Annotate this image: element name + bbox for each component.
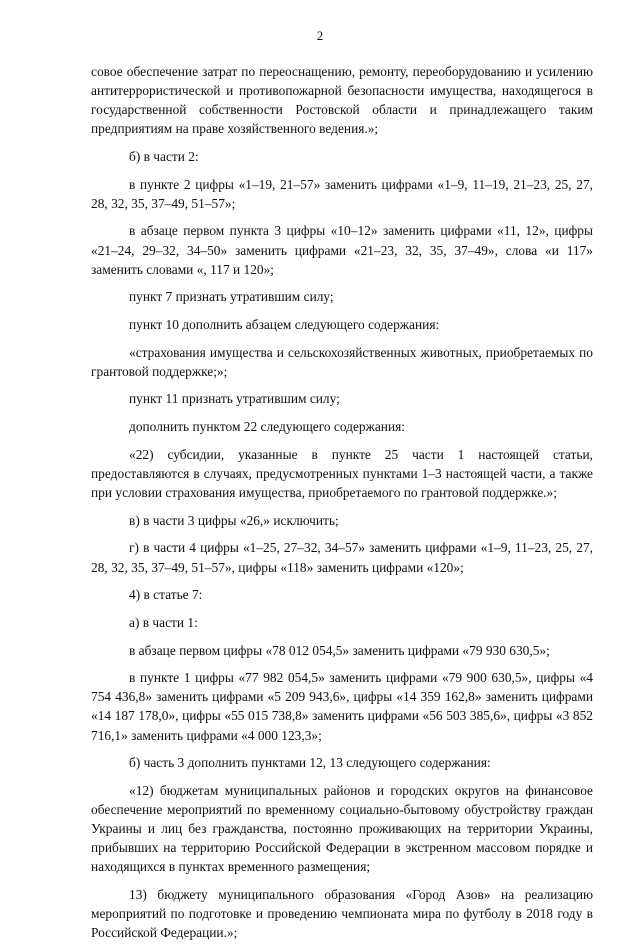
paragraph-point-1-figures: в пункте 1 цифры «77 982 054,5» заменить цифрами «79 900 630,5», цифры «4 754 436,8» заменить цифрами «5 209 943,6», цифры «14 359 162,8» заменить цифрами «14 187 178,0», цифры «55 015 738,8» заменить цифрами «56 503 385,6», цифры «3 852 716,1» заменить цифрами «4 000 123,3»;: [91, 670, 593, 743]
paragraph-part-3-add: б) часть 3 дополнить пунктами 12, 13 следующего содержания:: [129, 755, 491, 771]
paragraph-point-11: пункт 11 признать утратившим силу;: [129, 391, 340, 407]
paragraph-quote-point-12: «12) бюджетам муниципальных районов и городских округов на финансовое обеспечение мероприятий по временному социально-бытовому обустройству граждан Украины и лиц без гражданства, постоянно проживающих на территории Украины, прибывших на территорию Российской Федерации в экстренном массовом порядке и находящихся в пунктах временного размещения;: [91, 782, 593, 875]
paragraph-quote-point-22: «22) субсидии, указанные в пункте 25 части 1 настоящей статьи, предоставляются в случаях, предусмотренных пунктами 1–3 настоящей части, а также при условии страхования имущества, приобретаемого по грантовой поддержке.»;: [91, 446, 593, 501]
paragraph-article-7: 4) в статье 7:: [129, 587, 203, 603]
paragraph-article-7-part-1: а) в части 1:: [129, 614, 198, 630]
paragraph-quote-point-13: 13) бюджету муниципального образования «Город Азов» на реализацию мероприятий по подготовке и проведению чемпионата мира по футболу в 2018 году в Российской Федерации.»;: [91, 886, 593, 941]
paragraph-point-2: в пункте 2 цифры «1–19, 21–57» заменить цифрами «1–9, 11–19, 21–23, 25, 27, 28, 32, 35, 37–49, 51–57»;: [91, 176, 593, 211]
paragraph-first-abzac: в абзаце первом цифры «78 012 054,5» заменить цифрами «79 930 630,5»;: [129, 642, 550, 658]
paragraph-continuation: совое обеспечение затрат по переоснащению, ремонту, переоборудованию и усилению антитеррористической и противопожарной безопасности имущества, находящегося в государственной собственности Ростовской области и принадлежащего таким предприятиям на праве хозяйственного ведения.»;: [91, 64, 593, 137]
paragraph-point-3: в абзаце первом пункта 3 цифры «10–12» заменить цифрами «11, 12», цифры «21–24, 29–32, 34–50» заменить цифрами «21–23, 32, 35, 37–49», слова «и 117» заменить словами «, 117 и 120»;: [91, 223, 593, 277]
page-number: 2: [316, 28, 324, 43]
paragraph-point-7: пункт 7 признать утратившим силу;: [129, 289, 334, 305]
paragraph-point-10: пункт 10 дополнить абзацем следующего содержания:: [129, 317, 440, 332]
paragraph-add-point-22: дополнить пунктом 22 следующего содержания:: [129, 419, 406, 435]
paragraph-quote-insurance: «страхования имущества и сельскохозяйственных животных, приобретаемых по грантовой поддержке;»;: [91, 344, 593, 379]
paragraph-part-4: г) в части 4 цифры «1–25, 27–32, 34–57» заменить цифрами «1–9, 11–23, 25, 27, 28, 32, 35, 37–49, 51–57», цифры «118» заменить цифрами «120»;: [91, 540, 593, 575]
paragraph-part-2-heading: б) в части 2:: [129, 148, 199, 164]
paragraph-part-3: в) в части 3 цифры «26,» исключить;: [129, 512, 339, 528]
document-body: [91, 62, 593, 951]
